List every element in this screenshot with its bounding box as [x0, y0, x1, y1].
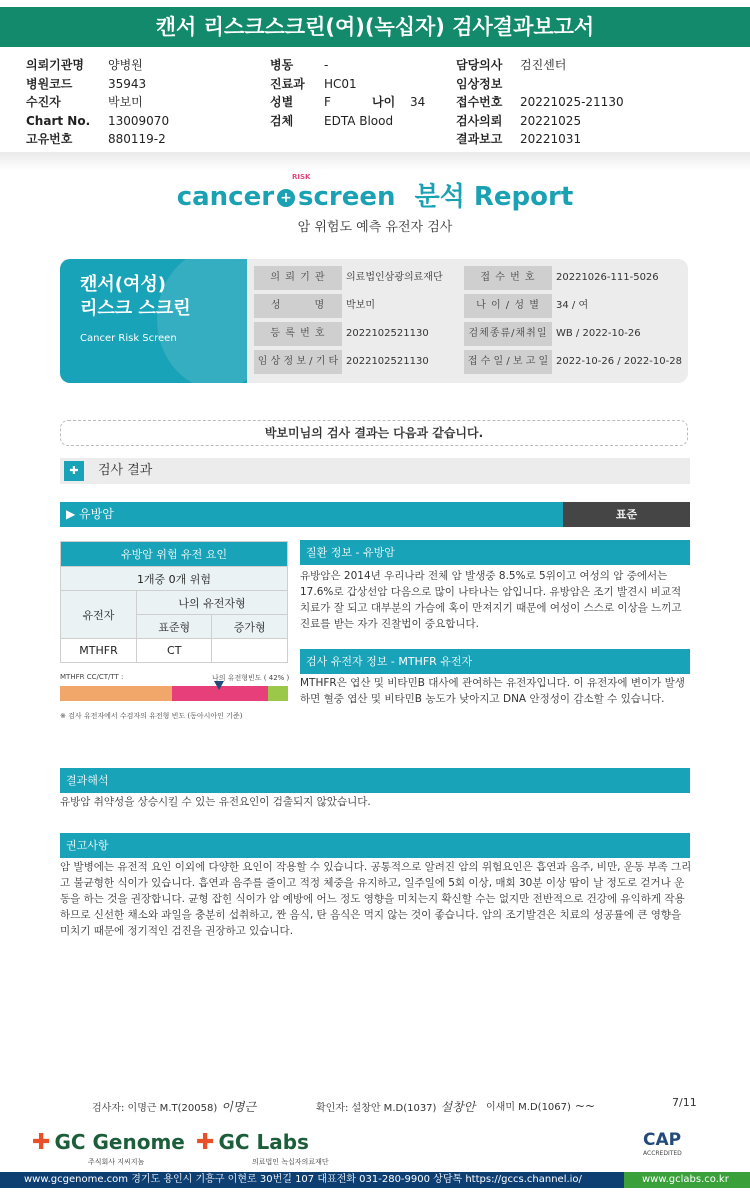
hdr-val: 20221025 — [520, 113, 582, 128]
hdr-val: 13009070 — [108, 113, 170, 128]
col-my-genotype: 나의 유전자형 — [137, 591, 288, 615]
col-standard: 표준형 — [137, 615, 212, 639]
hdr-val: F — [324, 95, 331, 109]
interpretation-title: 결과해석 — [60, 768, 690, 793]
gene-increased-value — [212, 639, 288, 663]
hdr-key: 수진자 — [26, 95, 61, 109]
footer-contact: www.gcgenome.com 경기도 용인시 기흥구 이현로 30번길 107 대표전화 031-280-9900 상담톡 https://gccs.channel.io/ — [24, 1174, 582, 1185]
hdr-val: 박보미 — [108, 95, 143, 109]
bar-left-label: MTHFR CC/CT/TT : — [60, 673, 124, 681]
disease-info-title: 질환 정보 - 유방암 — [300, 540, 690, 565]
hdr-key: 병동 — [270, 58, 294, 72]
gene-name: MTHFR — [61, 639, 137, 663]
freq-bar-cc — [60, 686, 172, 701]
card-label: 등 록 번 호 — [254, 322, 342, 346]
hdr-val: 검진센터 — [520, 58, 567, 72]
logo-screen: screen — [298, 182, 396, 212]
hdr-key: 임상정보 — [456, 76, 503, 91]
hdr-key: 결과보고 — [456, 132, 503, 146]
card-value: 20221026-111-5026 — [556, 272, 659, 283]
hdr-val: 20221025-21130 — [520, 95, 624, 109]
card-label: 접 수 일 / 보 고 일 — [464, 350, 552, 374]
gcl-name: GC Labs — [218, 1130, 309, 1154]
gene-info-title: 검사 유전자 정보 - MTHFR 유전자 — [300, 649, 690, 674]
cancer-screen-logo — [0, 173, 750, 213]
section-shadow — [0, 152, 750, 170]
section-title: 검사 결과 — [98, 463, 153, 478]
interpretation-text: 유방암 취약성을 상승시킬 수 있는 유전요인이 검출되지 않았습니다. — [60, 796, 371, 808]
cap-name: CAP — [643, 1130, 682, 1150]
hdr-val: 35943 — [108, 76, 147, 91]
gc-cross-icon: ✚ — [196, 1130, 215, 1155]
result-notice: 박보미님의 검사 결과는 다음과 같습니다. — [60, 420, 688, 446]
hdr-key: 성별 — [270, 95, 294, 109]
cap-sub: ACCREDITED — [643, 1150, 682, 1157]
recommendation-text: 암 발병에는 유전적 요인 이외에 다양한 요인이 작용할 수 있습니다. 공통적으로 알려진 암의 위험요인은 흡연과 음주, 비만, 운동 부족 그리고 불균형한 식이가 있습니다. 흡연과 음주를 줄이고 적정 체중을 유지하고, 일주일에 5회 이상, 매회 30분 이상 땀이 날 정도로 걷거나 운동을 하는 것을 권장합니다. 균형 잡힌 식이가 암 예방에 어느 정도 영향을 미치는지 확신할 수는 없지만 전반적으로 건강에 유익하게 작용하므로 신선한 채소와 과일을 충분히 섭취하고, 짠 음식, 탄 음식은 먹지 않는 것이 좋습니다. 암의 조기발견은 치료의 성공률에 큰 영향을 미치기 때문에 정기적인 검진을 권장하고 있습니다. — [60, 861, 692, 937]
hdr-key: 검체 — [270, 113, 294, 128]
cap-logo — [643, 1130, 682, 1157]
recommendation-title: 권고사항 — [60, 833, 690, 858]
signature-third — [486, 1098, 595, 1113]
card-title-2: 리스크 스크린 — [80, 298, 191, 319]
card-label: 검체종류/채취일 — [464, 322, 552, 346]
gc-labs-logo — [196, 1130, 329, 1166]
card-value: 2022102521130 — [346, 356, 429, 367]
footer-gclabs-link[interactable]: www.gclabs.co.kr — [624, 1172, 750, 1188]
card-title-1: 캔서(여성) — [80, 274, 167, 295]
hdr-key: Chart No. — [26, 113, 91, 128]
card-label: 성 명 — [254, 294, 342, 318]
category-bar: ▶ 유방암 — [60, 502, 563, 527]
confirmer-label: 확인자: 설창안 M.D(1037) — [316, 1103, 437, 1114]
hdr-val: EDTA Blood — [324, 113, 394, 128]
hdr-val: 20221031 — [520, 132, 582, 146]
third-label: 이새미 M.D(1067) — [486, 1102, 571, 1113]
logo-plus-icon: + — [277, 189, 295, 207]
hdr-key: 진료과 — [270, 76, 305, 91]
bar-note: ※ 검사 유전자에서 수검자의 유전형 빈도 (동아시아인 기준) — [60, 712, 243, 720]
tester-signature: 이명근 — [221, 1100, 256, 1114]
hdr-key: 담당의사 — [456, 58, 503, 72]
card-value: 2022102521130 — [346, 328, 429, 339]
card-label: 나 이 / 성 별 — [464, 294, 552, 318]
hdr-key: 접수번호 — [456, 95, 503, 109]
hdr-val: - — [324, 58, 329, 72]
section-header — [60, 458, 690, 484]
gcg-name: GC Genome — [54, 1130, 185, 1154]
card-title-panel — [60, 259, 247, 383]
hdr-key: 고유번호 — [26, 132, 73, 146]
card-label: 접 수 번 호 — [464, 266, 552, 290]
hdr-val: HC01 — [324, 76, 357, 91]
gc-genome-logo — [32, 1130, 185, 1166]
card-label: 임 상 정 보 / 기 타 — [254, 350, 342, 374]
hdr-key: 의뢰기관명 — [26, 58, 84, 72]
hdr-val: 양병원 — [108, 58, 143, 72]
logo-cancer: cancer — [176, 182, 275, 212]
signature-tester — [92, 1098, 256, 1115]
patient-card — [60, 259, 688, 383]
gene-table — [60, 541, 288, 663]
card-value: 34 / 여 — [556, 300, 589, 311]
freq-bar-tt — [268, 686, 288, 701]
hdr-key-age: 나이 — [372, 95, 396, 109]
footer-bar — [0, 1172, 750, 1188]
logo-report: 분석 Report — [414, 182, 574, 212]
confirmer-signature: 설창안 — [440, 1100, 476, 1114]
medical-box-icon: ✚ — [64, 461, 84, 481]
disease-info-text: 유방암은 2014년 우리나라 전체 암 발생중 8.5%로 5위이고 여성의 암 중에서는 17.6%로 갑상선암 다음으로 많이 나타나는 암입니다. 유방암은 조기 발견시 비교적 치료가 잘 되고 대부분의 가슴에 혹이 만져지기 때문에 여성이 스스로 이상을 느끼고 진료를 받는 자가 진찰법이 중요합니다. — [300, 570, 682, 630]
status-badge: 표준 — [563, 502, 690, 527]
hdr-key: 검사의뢰 — [456, 113, 503, 128]
card-value: 박보미 — [346, 300, 375, 311]
report-title: 캔서 리스크스크린(여)(녹십자) 검사결과보고서 — [0, 7, 750, 47]
signature-confirmer — [316, 1098, 475, 1115]
gene-info-text: MTHFR은 엽산 및 비타민B 대사에 관여하는 유전자입니다. 이 유전자에 변이가 발생하면 혈중 엽산 및 비타민B 농도가 낮아지고 DNA 안정성이 감소할 수 있습니다. — [300, 677, 685, 705]
gene-table-head: 유방암 위험 유전 요인 — [61, 542, 288, 567]
subtitle: 암 위험도 예측 유전자 검사 — [297, 220, 453, 235]
hdr-val-age: 34 — [410, 95, 426, 109]
gc-cross-icon: ✚ — [32, 1130, 51, 1155]
logo-risk: RISK — [292, 173, 311, 181]
hdr-val: 880119-2 — [108, 132, 166, 146]
gcg-sub: 주식회사 지씨지놈 — [88, 1158, 145, 1166]
gcl-sub: 의료법인 녹십자의료재단 — [252, 1158, 329, 1166]
header-col-2 — [270, 56, 425, 130]
hdr-key: 병원코드 — [26, 76, 73, 91]
third-signature: ~~ — [574, 1099, 596, 1113]
card-title-eng: Cancer Risk Screen — [80, 333, 177, 344]
card-value: WB / 2022-10-26 — [556, 328, 641, 339]
card-value: 의료법인삼광의료재단 — [346, 272, 443, 283]
card-value: 2022-10-26 / 2022-10-28 — [556, 356, 682, 367]
col-increased: 증가형 — [212, 615, 288, 639]
gene-standard-value: CT — [137, 639, 212, 663]
header-col-3 — [456, 56, 624, 149]
decor-circle — [157, 259, 247, 383]
bar-marker-label: 나의 유전형빈도 ( 42% ) — [212, 674, 290, 682]
tester-label: 검사자: 이명근 M.T(20058) — [92, 1103, 218, 1114]
page-number: 7/11 — [672, 1096, 697, 1109]
gene-risk-count: 1개중 0개 위험 — [61, 567, 288, 591]
genotype-marker-icon — [214, 681, 224, 690]
header-col-1 — [26, 56, 169, 149]
card-label: 의 뢰 기 관 — [254, 266, 342, 290]
col-gene: 유전자 — [61, 591, 137, 639]
